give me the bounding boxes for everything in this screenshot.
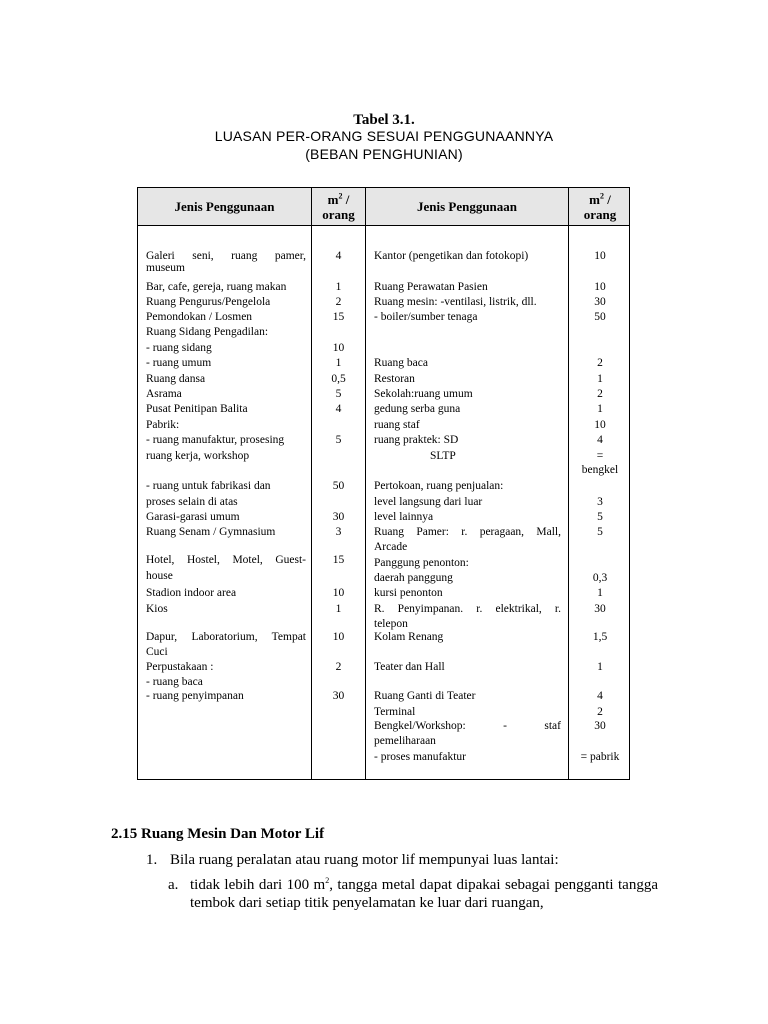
left-area-value: 5 bbox=[335, 434, 342, 446]
right-area-value: 1 bbox=[597, 403, 603, 415]
right-area-value: 30 bbox=[594, 296, 606, 308]
right-area-value: 5 bbox=[597, 511, 603, 523]
left-use-name: Bar, cafe, gereja, ruang makan bbox=[146, 281, 287, 293]
right-area-value: 3 bbox=[597, 496, 603, 508]
area-unit: m bbox=[589, 191, 600, 207]
left-use-name: Cuci bbox=[146, 646, 168, 658]
right-use-name: Ruang Ganti di Teater bbox=[374, 690, 476, 702]
right-use-name: Ruang Pamer: r. peragaan, Mall, bbox=[374, 526, 561, 538]
column-divider bbox=[365, 188, 366, 779]
right-area-value: 1,5 bbox=[592, 631, 608, 643]
left-use-name: Asrama bbox=[146, 388, 182, 400]
left-area-value: 10 bbox=[332, 342, 345, 354]
left-use-name: - ruang umum bbox=[146, 357, 212, 369]
right-use-name: Sekolah:ruang umum bbox=[374, 388, 473, 400]
right-area-value: 1 bbox=[597, 373, 603, 385]
left-use-name: Stadion indoor area bbox=[146, 587, 237, 599]
right-use-name: Ruang mesin: -ventilasi, listrik, dll. bbox=[374, 296, 537, 308]
area-exponent: 2 bbox=[599, 191, 604, 201]
right-use-name: - proses manufaktur bbox=[374, 751, 466, 763]
right-use-name: Terminal bbox=[374, 706, 416, 718]
right-area-value: 30 bbox=[594, 720, 606, 732]
left-area-value: 1 bbox=[335, 603, 342, 615]
left-area-value: 10 bbox=[332, 631, 345, 643]
left-use-name: proses selain di atas bbox=[146, 496, 238, 508]
left-area-value: 10 bbox=[332, 587, 345, 599]
left-use-name: Hotel, Hostel, Motel, Guest- bbox=[146, 554, 306, 566]
list-letter: a. bbox=[168, 877, 179, 893]
left-area-value: 15 bbox=[332, 554, 345, 566]
header-use-left: Jenis Penggunaan bbox=[174, 199, 275, 214]
right-use-name: Pertokoan, ruang penjualan: bbox=[374, 480, 504, 492]
left-use-name: Pemondokan / Losmen bbox=[146, 311, 253, 323]
left-use-name: Dapur, Laboratorium, Tempat bbox=[146, 631, 306, 643]
list-text-part2: , tangga metal dapat dipakai sebagai pengganti tangga tembok dari setiap titik penyelamatan ke luar dari ruangan, bbox=[190, 877, 659, 911]
area-unit: m bbox=[327, 191, 339, 207]
right-use-name: Ruang Perawatan Pasien bbox=[374, 281, 488, 293]
area-per-person: orang bbox=[583, 206, 617, 222]
list-number: 1. bbox=[146, 852, 158, 868]
right-use-name: Arcade bbox=[374, 541, 408, 553]
area-exponent: 2 bbox=[325, 876, 330, 885]
table-subtitle: (BEBAN PENGHUNIAN) bbox=[305, 146, 463, 162]
area-per-person: orang bbox=[322, 206, 355, 222]
right-use-name: pemeliharaan bbox=[374, 735, 436, 747]
left-use-name: Ruang dansa bbox=[146, 373, 206, 385]
left-use-name: - ruang sidang bbox=[146, 342, 212, 354]
list-text: Bila ruang peralatan atau ruang motor lif mempunyai luas lantai: bbox=[170, 852, 559, 868]
right-use-name: Kantor (pengetikan dan fotokopi) bbox=[374, 250, 529, 262]
table-title: LUASAN PER-ORANG SESUAI PENGGUNAANNYA bbox=[214, 128, 554, 144]
right-area-value: 10 bbox=[594, 281, 606, 293]
right-use-name: daerah panggung bbox=[374, 572, 453, 584]
left-area-value: 2 bbox=[335, 296, 342, 308]
header-use-right: Jenis Penggunaan bbox=[416, 199, 518, 214]
right-area-value: 0,3 bbox=[592, 572, 608, 584]
right-area-value: 10 bbox=[594, 250, 606, 262]
header-area-right bbox=[569, 188, 631, 225]
header-area-left bbox=[312, 188, 365, 225]
right-use-name: gedung serba guna bbox=[374, 403, 461, 415]
left-use-name: Ruang Sidang Pengadilan: bbox=[146, 326, 269, 338]
right-area-value: 5 bbox=[597, 526, 603, 538]
right-area-value: 1 bbox=[597, 587, 603, 599]
left-use-name: - ruang manufaktur, prosesing bbox=[146, 434, 285, 446]
left-area-value: 30 bbox=[332, 511, 345, 523]
right-area-value: 50 bbox=[594, 311, 606, 323]
right-use-name: ruang staf bbox=[374, 419, 420, 431]
area-slash: / bbox=[603, 191, 611, 207]
right-area-value: 1 bbox=[597, 661, 603, 673]
right-area-value: bengkel bbox=[581, 464, 619, 476]
left-use-name: Perpustakaan : bbox=[146, 661, 214, 673]
table-number: Tabel 3.1. bbox=[353, 112, 415, 128]
right-use-name: kursi penonton bbox=[374, 587, 443, 599]
left-area-value: 3 bbox=[335, 526, 342, 538]
left-area-value: 15 bbox=[332, 311, 345, 323]
left-use-name: - ruang untuk fabrikasi dan bbox=[146, 480, 271, 492]
left-area-value: 4 bbox=[335, 403, 342, 415]
area-exponent: 2 bbox=[338, 191, 343, 201]
right-area-value: 2 bbox=[597, 357, 603, 369]
right-use-name: Panggung penonton: bbox=[374, 557, 469, 569]
left-area-value: 0,5 bbox=[331, 373, 346, 385]
left-area-value: 1 bbox=[335, 281, 342, 293]
right-use-name: SLTP bbox=[430, 450, 456, 462]
right-use-name: level langsung dari luar bbox=[374, 496, 483, 508]
left-area-value: 4 bbox=[335, 250, 342, 262]
left-use-name: Pabrik: bbox=[146, 419, 180, 431]
left-use-name: - ruang baca bbox=[146, 676, 203, 688]
right-use-name: Ruang baca bbox=[374, 357, 428, 369]
left-use-name: - ruang penyimpanan bbox=[146, 690, 244, 702]
left-area-value: 5 bbox=[335, 388, 342, 400]
left-use-name: house bbox=[146, 570, 173, 582]
right-use-name: Bengkel/Workshop: - staf bbox=[374, 720, 561, 732]
right-use-name: R. Penyimpanan. r. elektrikal, r. bbox=[374, 603, 561, 615]
left-use-name: Garasi-garasi umum bbox=[146, 511, 240, 523]
left-area-value: 30 bbox=[332, 690, 345, 702]
right-use-name: Teater dan Hall bbox=[374, 661, 445, 673]
section-heading: 2.15 Ruang Mesin Dan Motor Lif bbox=[111, 826, 325, 842]
list-text bbox=[190, 876, 658, 912]
left-use-name: museum bbox=[146, 262, 185, 274]
left-use-name: Ruang Senam / Gymnasium bbox=[146, 526, 276, 538]
left-area-value: 1 bbox=[335, 357, 342, 369]
left-use-name: Kios bbox=[146, 603, 168, 615]
left-use-name: ruang kerja, workshop bbox=[146, 450, 250, 462]
right-area-value: = pabrik bbox=[580, 751, 620, 763]
right-use-name: ruang praktek: SD bbox=[374, 434, 459, 446]
right-area-value: 4 bbox=[597, 690, 603, 702]
left-area-value: 2 bbox=[335, 661, 342, 673]
right-area-value: = bbox=[596, 450, 604, 462]
right-area-value: 4 bbox=[597, 434, 603, 446]
right-area-value: 2 bbox=[597, 388, 603, 400]
right-use-name: telepon bbox=[374, 618, 408, 630]
right-area-value: 10 bbox=[594, 419, 606, 431]
right-use-name: level lainnya bbox=[374, 511, 434, 523]
left-use-name: Ruang Pengurus/Pengelola bbox=[146, 296, 271, 308]
right-area-value: 2 bbox=[597, 706, 603, 718]
right-use-name: - boiler/sumber tenaga bbox=[374, 311, 478, 323]
left-use-name: Pusat Penitipan Balita bbox=[146, 403, 248, 415]
left-use-name: Galeri seni, ruang pamer, bbox=[146, 250, 306, 262]
occupancy-table bbox=[137, 187, 630, 780]
left-area-value: 50 bbox=[332, 480, 345, 492]
right-use-name: Kolam Renang bbox=[374, 631, 444, 643]
list-text-part1: tidak lebih dari 100 m bbox=[190, 877, 326, 893]
right-use-name: Restoran bbox=[374, 373, 415, 385]
area-slash: / bbox=[342, 191, 350, 207]
right-area-value: 30 bbox=[594, 603, 606, 615]
